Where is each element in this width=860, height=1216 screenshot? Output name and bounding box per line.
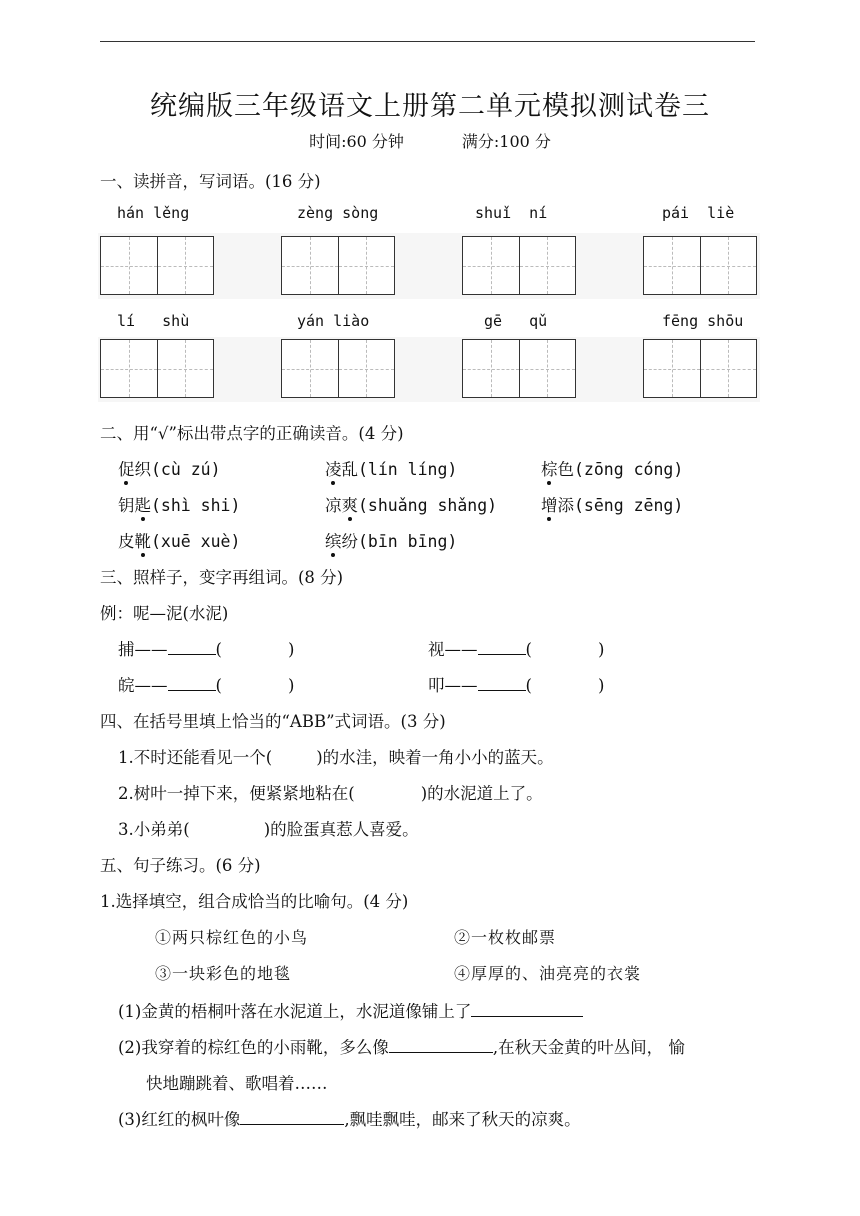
section-3-heading: 三、照样子，变字再组词。(8 分): [100, 568, 344, 587]
option-1: ①两只棕红色的小鸟: [155, 928, 309, 947]
pronunciation-item[interactable]: 凌乱(lín líng): [325, 460, 458, 479]
pinyin-prompt: fēng shōu: [662, 312, 744, 330]
simile-question-continued: 快地蹦跳着、歌唱着……: [146, 1074, 328, 1093]
pinyin-prompt: pái liè: [662, 204, 735, 222]
pronunciation-item[interactable]: 促织(cù zú): [118, 460, 221, 479]
word-change-item[interactable]: 捕—— ( ): [118, 636, 294, 660]
option-4: ④厚厚的、油亮亮的衣裳: [454, 964, 642, 983]
writing-box[interactable]: [281, 236, 395, 295]
exam-info: [0, 129, 860, 152]
page-title: 统编版三年级语文上册第二单元模拟测试卷三: [150, 91, 710, 122]
dotted-char: 靴: [134, 532, 151, 551]
word-change-item[interactable]: 视—— ( ): [428, 636, 604, 660]
option-3: ③一块彩色的地毯: [155, 964, 292, 983]
pinyin-prompt: yán liào: [297, 312, 370, 330]
pronunciation-item[interactable]: 缤纷(bīn bīng): [325, 532, 458, 551]
dotted-char: 凌: [325, 460, 342, 479]
word-change-item[interactable]: 皖—— ( ): [118, 672, 294, 696]
answer-blank[interactable]: [168, 638, 216, 656]
pronunciation-item[interactable]: 增添(sēng zēng): [541, 496, 684, 515]
simile-question[interactable]: (3)红红的枫叶像 ,飘哇飘哇，邮来了秋天的凉爽。: [118, 1106, 581, 1130]
answer-blank[interactable]: [168, 674, 216, 692]
dotted-char: 增: [541, 496, 558, 515]
pinyin-prompt: zèng sòng: [297, 204, 379, 222]
dotted-char: 爽: [341, 496, 358, 515]
answer-blank[interactable]: [478, 638, 526, 656]
section-4-heading: 四、在括号里填上恰当的“ABB”式词语。(3 分): [100, 712, 446, 731]
dotted-char: 缤: [325, 532, 342, 551]
section-2-heading: 二、用“√”标出带点字的正确读音。(4 分): [100, 424, 404, 443]
subquestion-1: 1.选择填空，组合成恰当的比喻句。(4 分): [100, 892, 409, 911]
writing-box[interactable]: [462, 339, 576, 398]
word-change-item[interactable]: 叩—— ( ): [428, 672, 604, 696]
answer-blank[interactable]: [389, 1036, 493, 1054]
answer-blank[interactable]: [478, 674, 526, 692]
pinyin-prompt: shuǐ ní: [475, 204, 548, 222]
writing-box[interactable]: [462, 236, 576, 295]
pinyin-prompt: hán lěng: [117, 204, 190, 222]
writing-box[interactable]: [643, 236, 757, 295]
option-2: ②一枚枚邮票: [454, 928, 557, 947]
pinyin-prompt: gē qǔ: [484, 312, 548, 330]
writing-box[interactable]: [643, 339, 757, 398]
writing-box[interactable]: [281, 339, 395, 398]
dotted-char: 匙: [134, 496, 151, 515]
simile-question[interactable]: (2)我穿着的棕红色的小雨靴，多么像 ,在秋天金黄的叶丛间， 愉: [118, 1034, 685, 1058]
time-limit: 时间:60 分钟: [309, 132, 404, 151]
simile-question[interactable]: (1)金黄的梧桐叶落在水泥道上，水泥道像铺上了: [118, 998, 583, 1022]
top-rule: [100, 41, 755, 42]
section-1-heading: 一、读拼音，写词语。(16 分): [100, 172, 321, 191]
full-score: 满分:100 分: [461, 132, 551, 151]
answer-blank[interactable]: [471, 1000, 583, 1018]
pronunciation-item[interactable]: 棕色(zōng cóng): [541, 460, 684, 479]
abb-item[interactable]: 2.树叶一掉下来，便紧紧地粘在( )的水泥道上了。: [118, 784, 543, 803]
section-5-heading: 五、句子练习。(6 分): [100, 856, 261, 875]
dotted-char: 棕: [541, 460, 558, 479]
writing-box[interactable]: [100, 236, 214, 295]
pronunciation-item[interactable]: 皮靴(xuē xuè): [118, 532, 241, 551]
abb-item[interactable]: 1.不时还能看见一个( )的水洼，映着一角小小的蓝天。: [118, 748, 554, 767]
pronunciation-item[interactable]: 钥匙(shì shi): [118, 496, 241, 515]
pinyin-prompt: lí shù: [117, 312, 190, 330]
pronunciation-item[interactable]: 凉爽(shuǎng shǎng): [325, 496, 498, 515]
writing-box[interactable]: [100, 339, 214, 398]
example-line: 例：呢—泥(水泥): [100, 604, 229, 623]
abb-item[interactable]: 3.小弟弟( )的脸蛋真惹人喜爱。: [118, 820, 419, 839]
answer-blank[interactable]: [240, 1108, 344, 1126]
dotted-char: 促: [118, 460, 135, 479]
